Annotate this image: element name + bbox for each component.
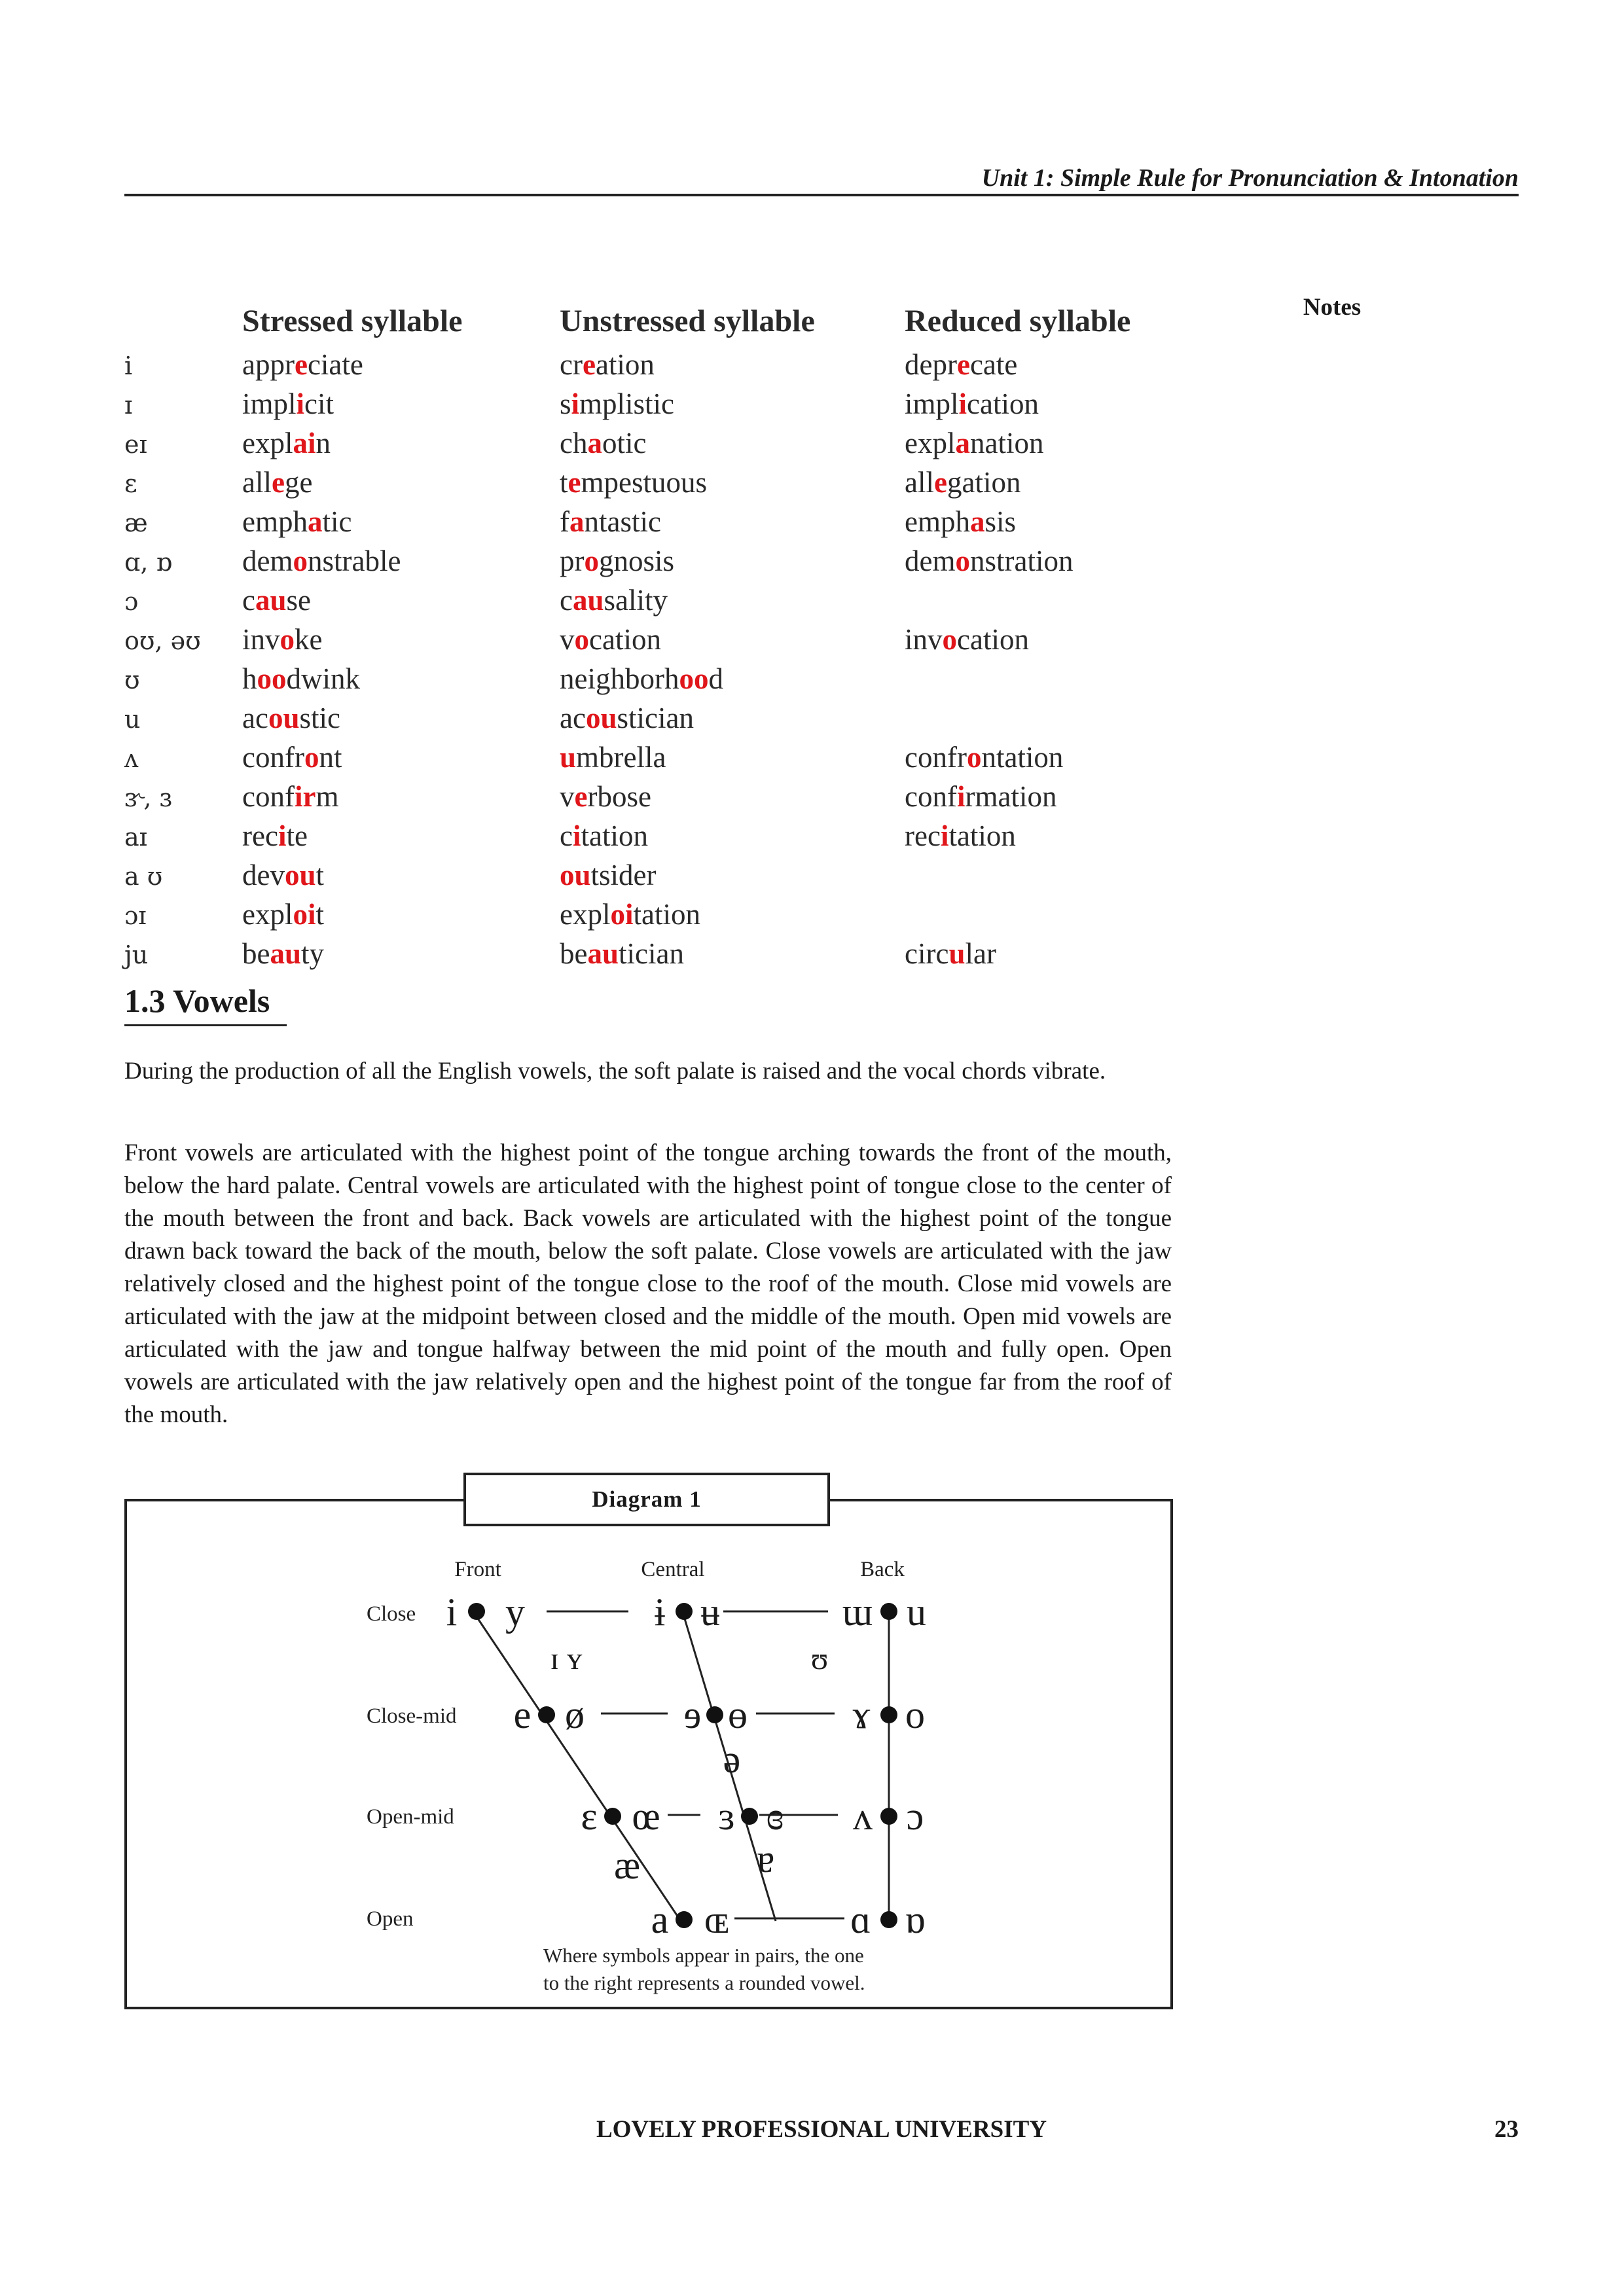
word-part: mpestuous: [581, 466, 708, 499]
highlighted-letters: oi: [293, 898, 316, 931]
word-part: emph: [242, 505, 308, 538]
vowel-symbol: ɪ ʏ: [550, 1641, 583, 1676]
stressed-word-cell: [242, 856, 560, 895]
word-part: d: [708, 662, 723, 695]
reduced-word-cell: [905, 424, 1180, 463]
table-row: [124, 817, 1180, 856]
vowel-dot: [706, 1706, 723, 1723]
word-part: all: [242, 466, 272, 499]
vowel-symbol: o: [905, 1693, 925, 1736]
vowel-symbol: œ: [632, 1795, 660, 1838]
reduced-word-cell: [905, 699, 1180, 738]
vowel-symbol: ɐ: [757, 1837, 775, 1880]
header-rule: [124, 194, 1519, 196]
vowel-dot: [880, 1706, 897, 1723]
vowel-symbol-cell: aɪ: [124, 823, 147, 852]
word-part: tic: [322, 505, 352, 538]
word-part: te: [286, 819, 308, 852]
vowel-symbol: i: [446, 1590, 458, 1634]
word-part: cation: [967, 387, 1039, 420]
word-part: all: [905, 466, 934, 499]
highlighted-letters: ou: [284, 859, 316, 891]
word-part: expl: [242, 898, 293, 931]
unstressed-word-cell: [560, 542, 905, 581]
word-part: nation: [969, 427, 1044, 459]
stressed-word-cell: [242, 660, 560, 699]
word-part: be: [242, 937, 270, 970]
word-part: rbose: [587, 780, 651, 813]
unstressed-word-cell: [560, 620, 905, 660]
word-part: t: [316, 859, 325, 891]
highlighted-letters: oi: [610, 898, 634, 931]
reduced-word-cell: [905, 660, 1180, 699]
word-part: ch: [560, 427, 588, 459]
vowel-symbol-cell: ɪ: [124, 391, 133, 420]
column-label-front: Front: [454, 1558, 501, 1581]
section-heading-underline: [124, 1024, 287, 1026]
stressed-word-cell: [242, 385, 560, 424]
word-part: c: [560, 584, 573, 617]
reduced-word-cell: [905, 542, 1180, 581]
highlighted-letters: oo: [679, 662, 709, 695]
unstressed-word-cell: [560, 817, 905, 856]
word-part: tsider: [590, 859, 657, 891]
vowel-dot: [468, 1603, 485, 1620]
vowel-symbol-cell: i: [124, 351, 133, 380]
paragraph: During the production of all the English vowels, the soft palate is raised and the vocal chords vibrate.: [124, 1058, 1106, 1085]
reduced-word-cell: [905, 935, 1180, 974]
word-part: mbrella: [576, 741, 666, 774]
vowel-symbol: ʊ: [810, 1641, 829, 1676]
vowel-symbol: ʌ: [853, 1795, 873, 1838]
unstressed-word-cell: [560, 385, 905, 424]
vowel-dot: [676, 1603, 693, 1620]
word-part: se: [286, 584, 312, 617]
paragraph: Front vowels are articulated with the highest point of the tongue arching towards the front of the mouth, below the hard palate. Central vowels are articulated with the highest point of tongue close to the center of the mouth between the front and back. Back vowels are articulated with the highest point of the tongue drawn back toward the back of the mouth, below the soft palate. Close vowels are articulated with the jaw relatively closed and the highest point of the tongue close to the roof of the mouth. Close mid vowels are articulated with the jaw at the midpoint between closed and the middle of the mouth. Open mid vowels are articulated with the jaw and tongue halfway between the mid point of the mouth and fully open. Open vowels are articulated with the jaw relatively open and the highest point of the tongue far from the roof of the mouth.: [124, 1139, 1172, 1428]
vowel-symbol: ʉ: [700, 1590, 720, 1634]
vowel-symbol: ɞ: [766, 1795, 784, 1838]
reduced-column-header: Reduced syllable: [905, 304, 1131, 338]
word-part: otic: [602, 427, 647, 459]
highlighted-letters: o: [304, 741, 319, 774]
table-row: [124, 581, 1180, 620]
word-part: conf: [242, 780, 295, 813]
stressed-word-cell: [242, 817, 560, 856]
unstressed-word-cell: [560, 856, 905, 895]
reduced-word-cell: [905, 817, 1180, 856]
table-row: [124, 895, 1180, 935]
vowel-symbol-cell: ɔɪ: [124, 901, 147, 930]
highlighted-letters: u: [948, 937, 965, 970]
word-part: appr: [242, 348, 295, 381]
stressed-word-cell: [242, 581, 560, 620]
vowel-symbol: ɶ: [704, 1898, 729, 1941]
word-part: tation: [633, 898, 700, 931]
table-row: [124, 935, 1180, 974]
word-part: ge: [284, 466, 313, 499]
unstressed-word-cell: [560, 503, 905, 542]
vowel-symbol: ɜ: [718, 1795, 735, 1838]
table-row: [124, 660, 1180, 699]
word-part: ciate: [307, 348, 363, 381]
diagram-caption: Where symbols appear in pairs, the one: [543, 1944, 864, 1967]
word-part: nt: [319, 741, 342, 774]
reduced-word-cell: [905, 346, 1180, 385]
word-part: tation: [581, 819, 648, 852]
reduced-word-cell: [905, 895, 1180, 935]
vowel-symbol-cell: ɔ: [124, 587, 139, 616]
unstressed-word-cell: [560, 346, 905, 385]
vowel-dot: [604, 1808, 621, 1825]
word-part: lar: [965, 937, 996, 970]
stressed-word-cell: [242, 738, 560, 778]
vowel-symbol-cell: ʌ: [124, 744, 139, 773]
vowel-dot: [880, 1808, 897, 1825]
vowel-symbol-cell: a ʊ: [124, 862, 163, 891]
table-row: [124, 738, 1180, 778]
vowel-dot: [880, 1911, 897, 1928]
vowel-symbol: u: [907, 1590, 926, 1634]
word-part: conf: [905, 780, 957, 813]
word-part: confr: [905, 741, 967, 774]
vowel-dot: [538, 1706, 555, 1723]
highlighted-letters: a: [587, 427, 602, 459]
column-label-central: Central: [641, 1558, 705, 1581]
word-part: cate: [969, 348, 1018, 381]
word-part: ac: [242, 702, 268, 734]
vowel-symbol: ɑ: [850, 1898, 871, 1941]
word-part: dev: [242, 859, 285, 891]
word-part: tician: [619, 937, 684, 970]
word-part: cr: [560, 348, 583, 381]
unstressed-word-cell: [560, 660, 905, 699]
stressed-word-cell: [242, 542, 560, 581]
word-part: v: [560, 623, 575, 656]
syllable-table: [124, 302, 1180, 974]
highlighted-letters: ai: [293, 427, 316, 459]
highlighted-letters: e: [574, 780, 588, 813]
highlighted-letters: o: [942, 623, 958, 656]
highlighted-letters: i: [956, 780, 965, 813]
unstressed-column-header: Unstressed syllable: [560, 304, 815, 338]
highlighted-letters: i: [278, 819, 287, 852]
unstressed-word-cell: [560, 424, 905, 463]
table-row: [124, 463, 1180, 503]
column-label-back: Back: [860, 1558, 905, 1581]
stressed-word-cell: [242, 424, 560, 463]
highlighted-letters: e: [956, 348, 970, 381]
highlighted-letters: o: [574, 623, 589, 656]
vowel-dot: [741, 1808, 758, 1825]
highlighted-letters: au: [270, 937, 302, 970]
highlighted-letters: o: [966, 741, 982, 774]
word-part: m: [316, 780, 339, 813]
highlighted-letters: e: [933, 466, 947, 499]
word-part: inv: [242, 623, 280, 656]
highlighted-letters: au: [255, 584, 287, 617]
word-part: confr: [242, 741, 304, 774]
reduced-word-cell: [905, 385, 1180, 424]
unstressed-word-cell: [560, 778, 905, 817]
word-part: ke: [295, 623, 323, 656]
row-label-close: Close: [367, 1602, 416, 1626]
vowel-symbol: ø: [565, 1693, 585, 1736]
word-part: rec: [242, 819, 278, 852]
word-part: h: [242, 662, 257, 695]
word-part: v: [560, 780, 575, 813]
highlighted-letters: u: [560, 741, 577, 774]
vowel-symbol-cell: u: [124, 705, 141, 734]
word-part: emph: [905, 505, 970, 538]
word-part: nstrable: [307, 545, 401, 577]
highlighted-letters: e: [271, 466, 285, 499]
highlighted-letters: o: [955, 545, 970, 577]
running-header-title: Unit 1: Simple Rule for Pronunciation & Intonation: [981, 164, 1519, 192]
word-part: ntastic: [584, 505, 661, 538]
word-part: stician: [617, 702, 694, 734]
word-part: c: [560, 819, 573, 852]
vowel-symbol: ɵ: [728, 1693, 748, 1736]
word-part: rmation: [965, 780, 1057, 813]
word-part: dem: [905, 545, 956, 577]
vowel-dot: [676, 1911, 693, 1928]
reduced-word-cell: [905, 620, 1180, 660]
vowel-symbol-cell: ʊ: [124, 666, 140, 694]
vowel-symbol: a: [651, 1898, 669, 1941]
row-label-close-mid: Close-mid: [367, 1704, 457, 1728]
table-header-row: [124, 302, 1180, 346]
word-part: rec: [905, 819, 941, 852]
reduced-word-cell: [905, 463, 1180, 503]
vowel-symbol: ə: [723, 1738, 741, 1781]
notes-margin-label: Notes: [1303, 294, 1362, 321]
stressed-word-cell: [242, 895, 560, 935]
reduced-word-cell: [905, 738, 1180, 778]
highlighted-letters: a: [955, 427, 970, 459]
vowel-symbol: ɯ: [842, 1590, 873, 1634]
vowel-dot: [880, 1603, 897, 1620]
word-part: be: [560, 937, 588, 970]
section-heading: 1.3 Vowels: [124, 982, 270, 1019]
vowel-symbol: ɛ: [581, 1795, 598, 1838]
stressed-word-cell: [242, 935, 560, 974]
vowel-symbol: ɤ: [852, 1693, 871, 1736]
vowel-symbol-cell: eɪ: [124, 430, 147, 459]
word-part: f: [560, 505, 569, 538]
vowel-symbol: æ: [613, 1844, 641, 1887]
table-row: [124, 699, 1180, 738]
word-part: ntation: [981, 741, 1064, 774]
table-row: [124, 385, 1180, 424]
highlighted-letters: a: [569, 505, 585, 538]
word-part: nstration: [969, 545, 1074, 577]
vowel-symbol: y: [505, 1590, 525, 1634]
highlighted-letters: a: [307, 505, 323, 538]
stressed-word-cell: [242, 778, 560, 817]
word-part: depr: [905, 348, 957, 381]
word-part: circ: [905, 937, 949, 970]
word-part: ac: [560, 702, 586, 734]
table-row: [124, 778, 1180, 817]
unstressed-word-cell: [560, 581, 905, 620]
highlighted-letters: o: [293, 545, 308, 577]
table-row: [124, 542, 1180, 581]
word-part: gation: [947, 466, 1021, 499]
word-part: t: [316, 898, 325, 931]
word-part: sality: [604, 584, 668, 617]
table-row: [124, 856, 1180, 895]
stressed-column-header: Stressed syllable: [242, 304, 463, 338]
word-part: ation: [595, 348, 655, 381]
word-part: cation: [589, 623, 661, 656]
diagram-caption: to the right represents a rounded vowel.: [543, 1971, 865, 1994]
highlighted-letters: ou: [585, 702, 617, 734]
table-row: [124, 503, 1180, 542]
vowel-symbol: ɘ: [683, 1693, 702, 1736]
unstressed-word-cell: [560, 738, 905, 778]
reduced-word-cell: [905, 503, 1180, 542]
highlighted-letters: i: [296, 387, 305, 420]
word-part: neighborh: [560, 662, 679, 695]
vowel-symbol: ɔ: [906, 1795, 924, 1838]
reduced-word-cell: [905, 581, 1180, 620]
vowel-symbol: e: [513, 1693, 532, 1736]
word-part: inv: [905, 623, 943, 656]
highlighted-letters: i: [572, 819, 581, 852]
reduced-word-cell: [905, 778, 1180, 817]
table-row: [124, 424, 1180, 463]
highlighted-letters: i: [940, 819, 949, 852]
word-part: c: [242, 584, 255, 617]
highlighted-letters: ir: [294, 780, 316, 813]
highlighted-letters: e: [568, 466, 581, 499]
symbol-column-header: [124, 302, 242, 346]
word-part: n: [316, 427, 331, 459]
unstressed-word-cell: [560, 895, 905, 935]
word-part: cation: [957, 623, 1029, 656]
word-part: s: [560, 387, 571, 420]
vowel-symbol-cell: ɝ, ɜ: [124, 783, 172, 812]
word-part: expl: [242, 427, 293, 459]
footer-university: LOVELY PROFESSIONAL UNIVERSITY: [596, 2116, 1047, 2143]
row-label-open-mid: Open-mid: [367, 1805, 454, 1829]
vowel-symbol-cell: oʊ, əʊ: [124, 626, 201, 655]
word-part: t: [560, 466, 568, 499]
table-row: [124, 620, 1180, 660]
highlighted-letters: o: [584, 545, 599, 577]
stressed-word-cell: [242, 346, 560, 385]
word-part: dem: [242, 545, 293, 577]
word-part: mplistic: [579, 387, 675, 420]
unstressed-word-cell: [560, 699, 905, 738]
word-part: sis: [984, 505, 1017, 538]
word-part: pr: [560, 545, 585, 577]
vowel-symbol-cell: æ: [124, 509, 148, 537]
row-label-open: Open: [367, 1907, 414, 1931]
highlighted-letters: ou: [268, 702, 300, 734]
stressed-word-cell: [242, 463, 560, 503]
page-number: 23: [1494, 2116, 1519, 2143]
diagram-title: Diagram 1: [463, 1473, 830, 1526]
highlighted-letters: e: [294, 348, 308, 381]
unstressed-word-cell: [560, 463, 905, 503]
highlighted-letters: e: [582, 348, 596, 381]
word-part: expl: [560, 898, 611, 931]
vowel-symbol: ɨ: [654, 1590, 666, 1634]
word-part: impl: [242, 387, 297, 420]
highlighted-letters: au: [572, 584, 604, 617]
highlighted-letters: au: [587, 937, 619, 970]
word-part: gnosis: [599, 545, 675, 577]
highlighted-letters: i: [958, 387, 967, 420]
word-part: expl: [905, 427, 956, 459]
stressed-word-cell: [242, 620, 560, 660]
vowel-symbol-cell: ɑ, ɒ: [124, 548, 172, 577]
stressed-word-cell: [242, 503, 560, 542]
highlighted-letters: o: [280, 623, 295, 656]
table-row: [124, 346, 1180, 385]
vowel-chart-dots: [468, 1603, 897, 1928]
reduced-word-cell: [905, 856, 1180, 895]
vowel-symbol: ɒ: [905, 1898, 926, 1941]
word-part: cit: [304, 387, 334, 420]
highlighted-letters: a: [969, 505, 985, 538]
word-part: dwink: [286, 662, 360, 695]
highlighted-letters: i: [571, 387, 580, 420]
stressed-word-cell: [242, 699, 560, 738]
highlighted-letters: oo: [257, 662, 287, 695]
word-part: stic: [299, 702, 340, 734]
vowel-symbol-cell: ɛ: [124, 469, 137, 498]
word-part: tation: [948, 819, 1016, 852]
word-part: impl: [905, 387, 959, 420]
highlighted-letters: ou: [560, 859, 591, 891]
word-part: ty: [301, 937, 325, 970]
unstressed-word-cell: [560, 935, 905, 974]
vowel-symbol-cell: ju: [124, 941, 149, 969]
vowel-chart: [124, 1499, 1173, 2009]
